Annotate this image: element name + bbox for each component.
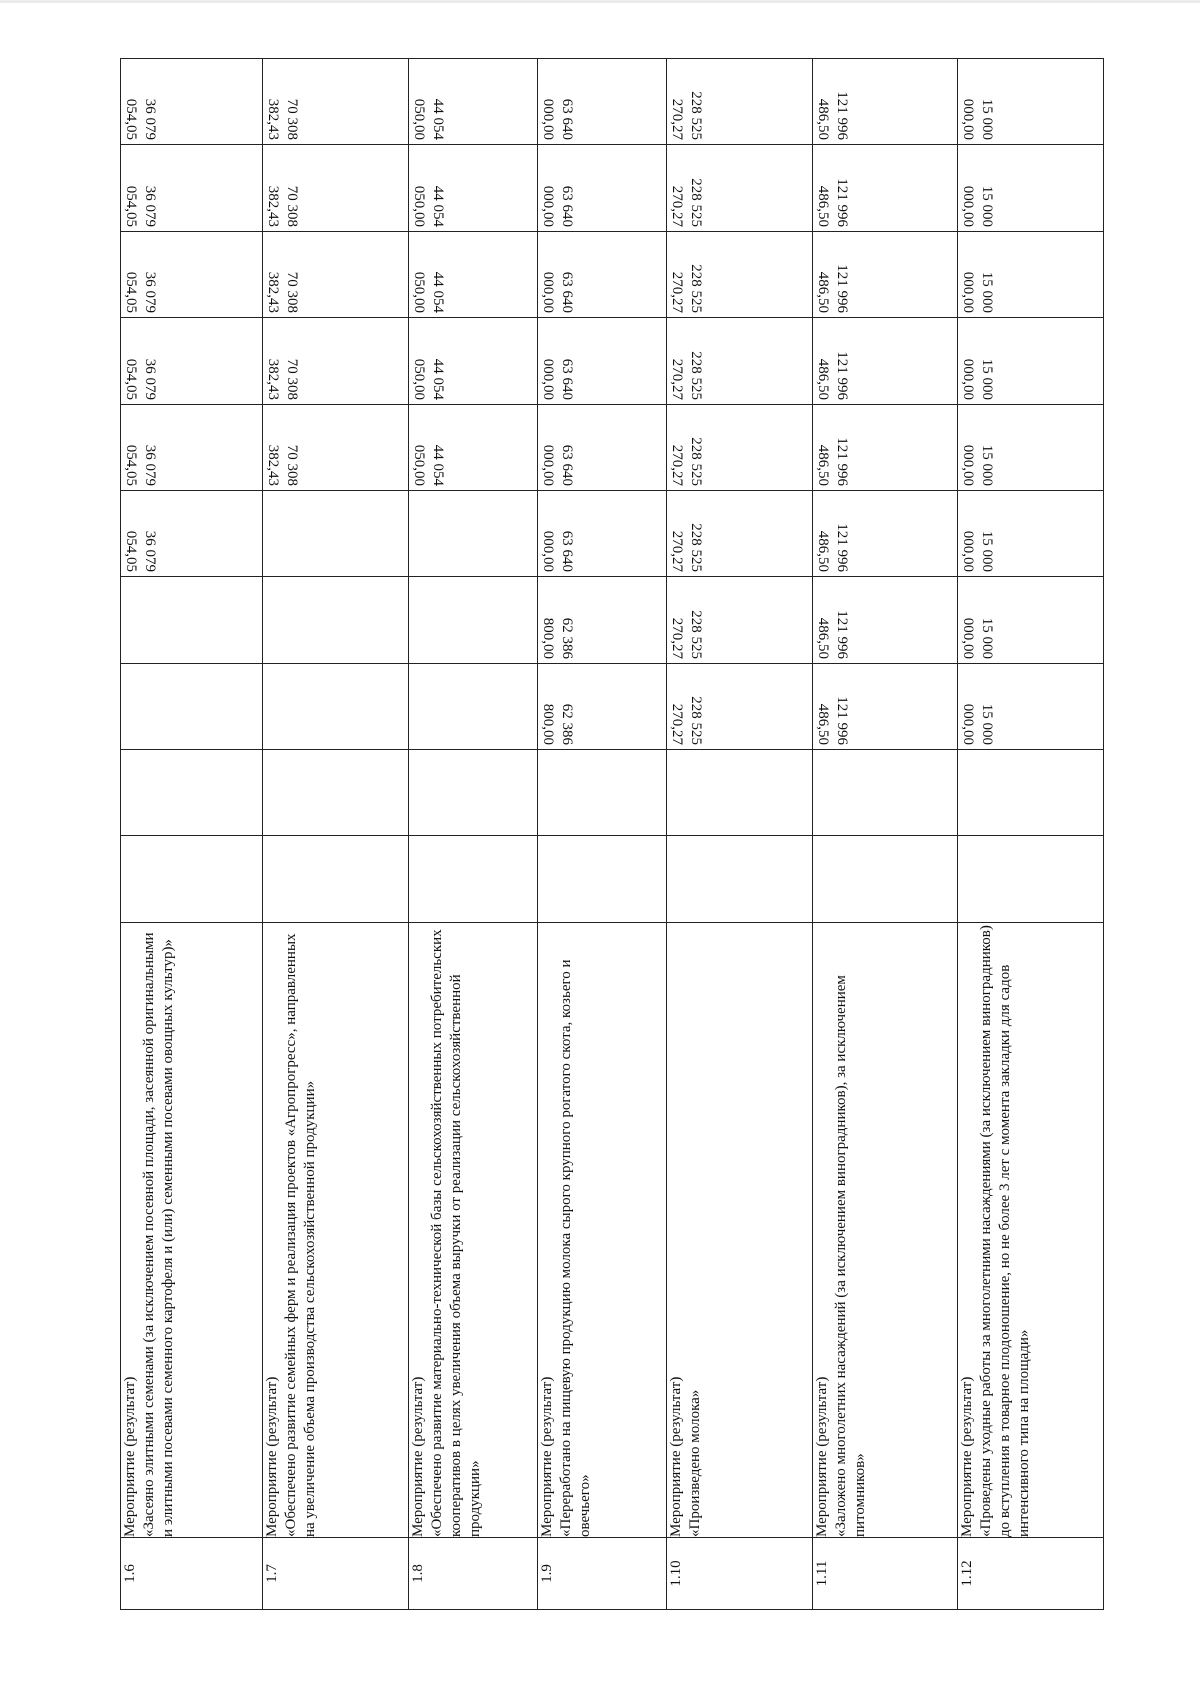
funding-value-cell	[408, 59, 537, 145]
funding-value-cell	[538, 577, 667, 663]
funding-value: 121 996 486,50	[814, 609, 850, 659]
measure-text: «Обеспечено развитие материально-технической базы сельскохозяйственных потребительских кооперативов в целях увеличения объема выручки от реализации сельскохозяйственной продукции»	[428, 929, 483, 1538]
funding-value-cell	[408, 490, 537, 576]
funding-value: 15 000 000,00	[960, 271, 996, 314]
funding-value-cell	[263, 750, 409, 836]
funding-value-cell	[958, 750, 1104, 836]
funding-value: 44 054 050,00	[410, 444, 446, 486]
funding-value-cell	[121, 577, 263, 663]
funding-value-cell	[121, 836, 263, 922]
funding-value-cell	[121, 318, 263, 404]
funding-value-cell	[538, 59, 667, 145]
funding-value: 36 079 054,05	[123, 531, 158, 573]
funding-value: 15 000 000,00	[960, 531, 996, 573]
measure-description	[958, 922, 1104, 1537]
funding-value-cell	[958, 836, 1104, 922]
funding-value: 228 525 270,27	[669, 696, 705, 746]
funding-value: 63 640 000,00	[540, 271, 576, 314]
funding-value-cell	[667, 59, 813, 145]
funding-value: 228 525 270,27	[669, 437, 705, 486]
measure-text: «Переработано на пищевую продукцию молока сырого крупного рогатого скота, козьего и овечьего»	[558, 959, 594, 1538]
funding-value-cell	[538, 490, 667, 576]
funding-value-cell	[121, 750, 263, 836]
funding-value-cell	[408, 836, 537, 922]
funding-value-cell	[263, 145, 409, 231]
funding-value-cell	[958, 577, 1104, 663]
measure-description	[121, 922, 263, 1537]
funding-value: 62 386 800,00	[540, 617, 576, 659]
measure-type: Мероприятие (результат)	[668, 1376, 685, 1538]
funding-value: 44 054 050,00	[410, 271, 446, 314]
funding-value-cell	[812, 231, 958, 317]
measure-type: Мероприятие (результат)	[813, 1376, 830, 1538]
funding-value: 62 386 800,00	[540, 703, 576, 746]
row-number: 1.10	[667, 1538, 813, 1610]
funding-value-cell	[958, 404, 1104, 490]
scan-edge	[0, 0, 1200, 3]
funding-value-cell	[538, 404, 667, 490]
funding-value: 121 996 486,50	[814, 437, 850, 486]
funding-value-cell	[958, 318, 1104, 404]
funding-value-cell	[812, 490, 958, 576]
funding-value-cell	[538, 318, 667, 404]
measure-description	[812, 922, 958, 1537]
funding-value-cell	[263, 490, 409, 576]
funding-value-cell	[812, 836, 958, 922]
funding-value-cell	[958, 59, 1104, 145]
funding-value-cell	[263, 404, 409, 490]
measure-type: Мероприятие (результат)	[409, 1376, 426, 1538]
funding-value: 70 308 382,43	[265, 444, 301, 486]
funding-value-cell	[958, 490, 1104, 576]
funding-value: 70 308 382,43	[265, 185, 301, 227]
funding-value-cell	[408, 663, 537, 749]
rotated-table-frame	[120, 58, 1104, 1610]
funding-value: 36 079 054,05	[123, 444, 158, 486]
funding-value-cell	[408, 577, 537, 663]
funding-value: 15 000 000,00	[960, 99, 996, 141]
funding-value: 121 996 486,50	[814, 350, 850, 400]
funding-value-cell	[263, 318, 409, 404]
funding-value-cell	[667, 231, 813, 317]
funding-table	[120, 58, 1104, 1610]
measure-type: Мероприятие (результат)	[264, 1376, 281, 1538]
funding-value-cell	[121, 145, 263, 231]
funding-value-cell	[408, 750, 537, 836]
funding-value-cell	[812, 750, 958, 836]
funding-value-cell	[263, 231, 409, 317]
table-row	[958, 59, 1104, 1610]
funding-value: 63 640 000,00	[540, 358, 576, 400]
funding-value: 228 525 270,27	[669, 523, 705, 573]
row-number: 1.7	[263, 1538, 409, 1610]
funding-value-cell	[667, 318, 813, 404]
funding-value: 15 000 000,00	[960, 444, 996, 486]
funding-value-cell	[121, 490, 263, 576]
table-row	[408, 59, 537, 1610]
table-row	[263, 59, 409, 1610]
table-row	[121, 59, 263, 1610]
row-number: 1.6	[121, 1538, 263, 1610]
funding-value-cell	[121, 231, 263, 317]
funding-value-cell	[958, 145, 1104, 231]
funding-value-cell	[263, 663, 409, 749]
funding-value-cell	[263, 836, 409, 922]
row-number: 1.11	[812, 1538, 958, 1610]
funding-value-cell	[408, 145, 537, 231]
funding-value: 121 996 486,50	[814, 91, 850, 141]
measure-type: Мероприятие (результат)	[122, 1376, 138, 1538]
funding-value: 44 054 050,00	[410, 358, 446, 400]
measure-text: «Засеяно элитными семенами (за исключением посевной площади, засеянной оригинальными и элитными посевами семенного картофеля и (или) семенными посевами овощных культур)»	[141, 932, 176, 1538]
funding-value: 15 000 000,00	[960, 703, 996, 746]
table-row	[538, 59, 667, 1610]
funding-value-cell	[667, 145, 813, 231]
funding-value: 121 996 486,50	[814, 178, 850, 227]
funding-value-cell	[812, 318, 958, 404]
funding-value-cell	[812, 145, 958, 231]
funding-value: 121 996 486,50	[814, 264, 850, 314]
funding-value-cell	[812, 59, 958, 145]
funding-value: 63 640 000,00	[540, 99, 576, 141]
funding-value-cell	[667, 663, 813, 749]
funding-value: 63 640 000,00	[540, 531, 576, 573]
funding-value-cell	[121, 59, 263, 145]
measure-type: Мероприятие (результат)	[539, 1376, 556, 1538]
row-number: 1.12	[958, 1538, 1104, 1610]
measure-type: Мероприятие (результат)	[959, 1376, 976, 1538]
measure-text: «Заложено многолетних насаждений (за исключением виноградников), за исключением питомников»	[832, 975, 868, 1538]
funding-value-cell	[667, 490, 813, 576]
measure-text: «Произведено молока»	[687, 1389, 704, 1538]
funding-value: 228 525 270,27	[669, 350, 705, 400]
funding-value: 228 525 270,27	[669, 91, 705, 141]
funding-value: 63 640 000,00	[540, 444, 576, 486]
funding-value-cell	[812, 577, 958, 663]
funding-value: 228 525 270,27	[669, 178, 705, 227]
funding-value: 44 054 050,00	[410, 185, 446, 227]
funding-value-cell	[263, 577, 409, 663]
funding-value-cell	[121, 404, 263, 490]
funding-value-cell	[408, 231, 537, 317]
measure-description	[263, 922, 409, 1537]
funding-value: 36 079 054,05	[123, 99, 158, 141]
funding-value-cell	[263, 59, 409, 145]
funding-value: 36 079 054,05	[123, 185, 158, 227]
funding-value-cell	[667, 836, 813, 922]
measure-description	[667, 922, 813, 1537]
funding-value-cell	[958, 663, 1104, 749]
funding-value-cell	[538, 663, 667, 749]
funding-value-cell	[812, 404, 958, 490]
funding-value-cell	[812, 663, 958, 749]
funding-value-cell	[121, 663, 263, 749]
funding-value-cell	[958, 231, 1104, 317]
funding-value: 70 308 382,43	[265, 358, 301, 400]
funding-value-cell	[667, 750, 813, 836]
funding-value: 228 525 270,27	[669, 264, 705, 314]
funding-value: 36 079 054,05	[123, 271, 158, 314]
funding-value: 70 308 382,43	[265, 271, 301, 314]
funding-value: 44 054 050,00	[410, 99, 446, 141]
funding-value-cell	[667, 577, 813, 663]
funding-value-cell	[538, 836, 667, 922]
funding-value: 121 996 486,50	[814, 523, 850, 573]
funding-value: 15 000 000,00	[960, 358, 996, 400]
funding-value-cell	[408, 318, 537, 404]
table-row	[812, 59, 958, 1610]
funding-value-cell	[538, 750, 667, 836]
row-number: 1.8	[408, 1538, 537, 1610]
row-number: 1.9	[538, 1538, 667, 1610]
measure-description	[538, 922, 667, 1537]
funding-value: 15 000 000,00	[960, 617, 996, 659]
funding-value: 70 308 382,43	[265, 99, 301, 141]
funding-value: 228 525 270,27	[669, 609, 705, 659]
funding-value: 121 996 486,50	[814, 696, 850, 746]
funding-value-cell	[408, 404, 537, 490]
funding-value: 63 640 000,00	[540, 185, 576, 227]
measure-description	[408, 922, 537, 1537]
funding-value-cell	[667, 404, 813, 490]
table-row	[667, 59, 813, 1610]
funding-value-cell	[538, 231, 667, 317]
measure-text: «Обеспечено развитие семейных ферм и реализация проектов «Агропрогресс», направленных на увеличение объема производства сельскохозяйственной продукции»	[283, 933, 319, 1538]
funding-value: 36 079 054,05	[123, 358, 158, 400]
funding-value-cell	[538, 145, 667, 231]
funding-value: 15 000 000,00	[960, 185, 996, 227]
measure-text: «Проведены уходные работы за многолетними насаждениями (за исключением виноградников) до вступления в товарное плодоношение, но не более 3 лет с момента закладки для садов интенсивного типа на площади»	[978, 925, 1033, 1538]
